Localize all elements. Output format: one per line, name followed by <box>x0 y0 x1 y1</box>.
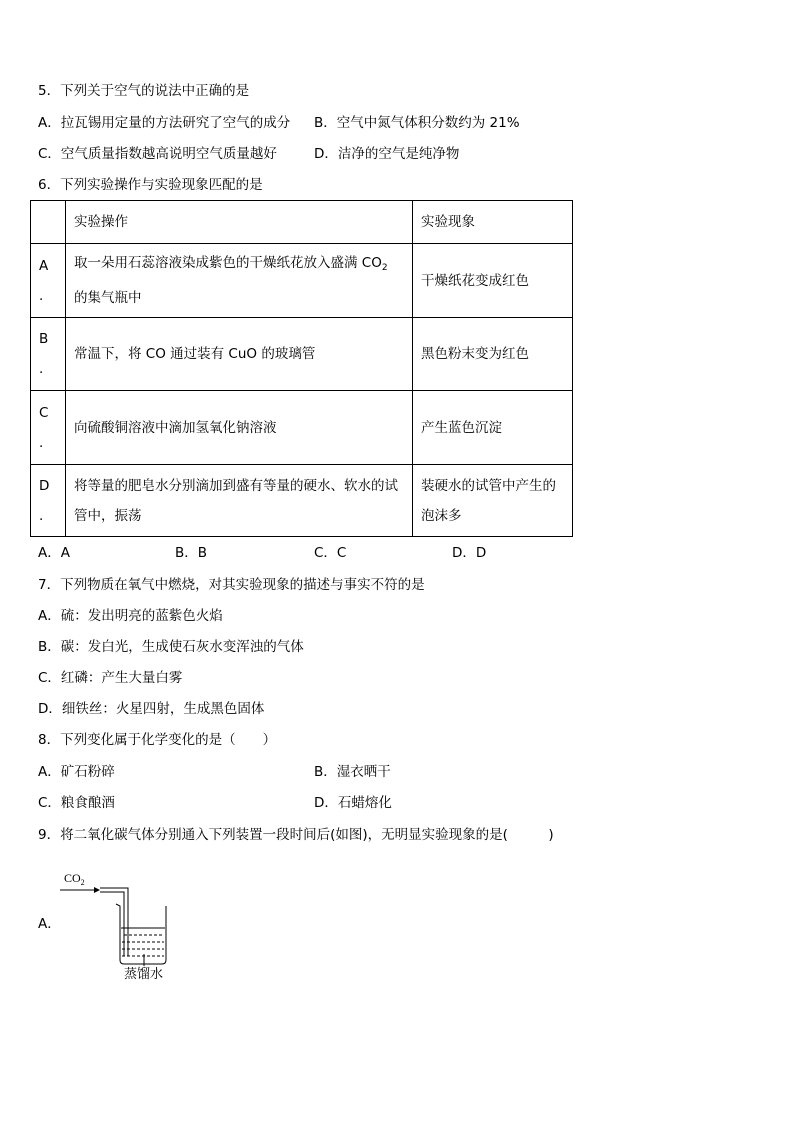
row-label <box>31 318 66 391</box>
liquid-label: 蒸馏水 <box>124 967 164 982</box>
q6-option-a: A．A <box>38 545 70 561</box>
q8-option-c: C．粮食酿酒 <box>38 795 115 811</box>
row-operation <box>66 244 413 318</box>
row-phenomenon: 黑色粉末变为红色 <box>413 318 573 391</box>
row-operation: 向硫酸铜溶液中滴加氢氧化钠溶液 <box>66 391 413 465</box>
operation-line: 将等量的肥皂水分别滴加到盛有等量的硬水、软水的试 <box>74 477 398 494</box>
delivery-tube <box>100 888 128 956</box>
header-empty-cell <box>31 201 66 244</box>
row-dot: . <box>39 287 44 304</box>
q6-option-c: C．C <box>314 545 347 561</box>
header-phenomenon: 实验现象 <box>413 201 573 244</box>
row-phenomenon: 产生蓝色沉淀 <box>413 391 573 465</box>
phenomenon-line: 装硬水的试管中产生的 <box>421 477 556 494</box>
row-dot: . <box>39 434 44 451</box>
q6-stem: 6．下列实验操作与实验现象匹配的是 <box>38 177 263 193</box>
q6-experiment-table <box>30 200 573 537</box>
operation-line-2: 管中，振荡 <box>74 507 142 524</box>
table-row <box>31 391 573 465</box>
q5-option-d: D．洁净的空气是纯净物 <box>314 146 460 162</box>
gas-label: $CO_2$ <box>64 871 85 887</box>
q7-option-d: D．细铁丝：火星四射，生成黑色固体 <box>38 701 265 717</box>
q5-stem: 5．下列关于空气的说法中正确的是 <box>38 83 250 99</box>
subscript: 2 <box>381 263 388 273</box>
q8-stem: 8．下列变化属于化学变化的是（ ） <box>38 732 277 748</box>
row-letter: C <box>39 404 49 421</box>
row-operation: 常温下，将 CO 通过装有 CuO 的玻璃管 <box>66 318 413 391</box>
q9-option-a-label: A． <box>38 916 61 932</box>
row-label <box>31 391 66 465</box>
operation-text: 取一朵用石蕊溶液染成紫色的干燥纸花放入盛满 CO <box>74 255 382 271</box>
operation-line <box>74 248 404 283</box>
q5-option-a: A．拉瓦锡用定量的方法研究了空气的成分 <box>38 115 291 131</box>
q5-option-c: C．空气质量指数越高说明空气质量越好 <box>38 146 277 162</box>
q7-stem: 7．下列物质在氧气中燃烧，对其实验现象的描述与事实不符的是 <box>38 577 425 593</box>
row-dot: . <box>39 507 44 524</box>
row-label <box>31 244 66 318</box>
row-phenomenon: 干燥纸花变成红色 <box>413 244 573 318</box>
q8-option-b: B．湿衣晒干 <box>314 764 391 780</box>
q8-option-d: D．石蜡熔化 <box>314 795 392 811</box>
row-letter: A <box>39 257 49 274</box>
q5-option-b: B．空气中氮气体积分数约为 21% <box>314 115 520 131</box>
row-phenomenon <box>413 465 573 537</box>
q7-option-a: A．硫：发出明亮的蓝紫色火焰 <box>38 608 223 624</box>
q7-option-c: C．红磷：产生大量白雾 <box>38 670 183 686</box>
row-label <box>31 465 66 537</box>
q7-option-b: B．碳：发白光，生成使石灰水变浑浊的气体 <box>38 639 304 655</box>
arrow-head-icon <box>94 887 100 893</box>
q8-option-a: A．矿石粉碎 <box>38 764 115 780</box>
q6-option-d: D．D <box>452 545 487 561</box>
table-header-row <box>31 201 573 244</box>
row-operation <box>66 465 413 537</box>
q9-stem: 9．将二氧化碳气体分别通入下列装置一段时间后(如图)，无明显实验现象的是( ) <box>38 827 554 843</box>
beaker-diagram <box>60 868 190 988</box>
table-row <box>31 465 573 537</box>
table-row <box>31 244 573 318</box>
row-letter: D <box>39 477 50 494</box>
q6-option-b: B．B <box>175 545 208 561</box>
header-operation: 实验操作 <box>66 201 413 244</box>
row-letter: B <box>39 331 49 347</box>
table-row <box>31 318 573 391</box>
row-dot: . <box>39 361 44 377</box>
operation-line-2: 的集气瓶中 <box>74 290 142 306</box>
phenomenon-line-2: 泡沫多 <box>421 507 462 524</box>
